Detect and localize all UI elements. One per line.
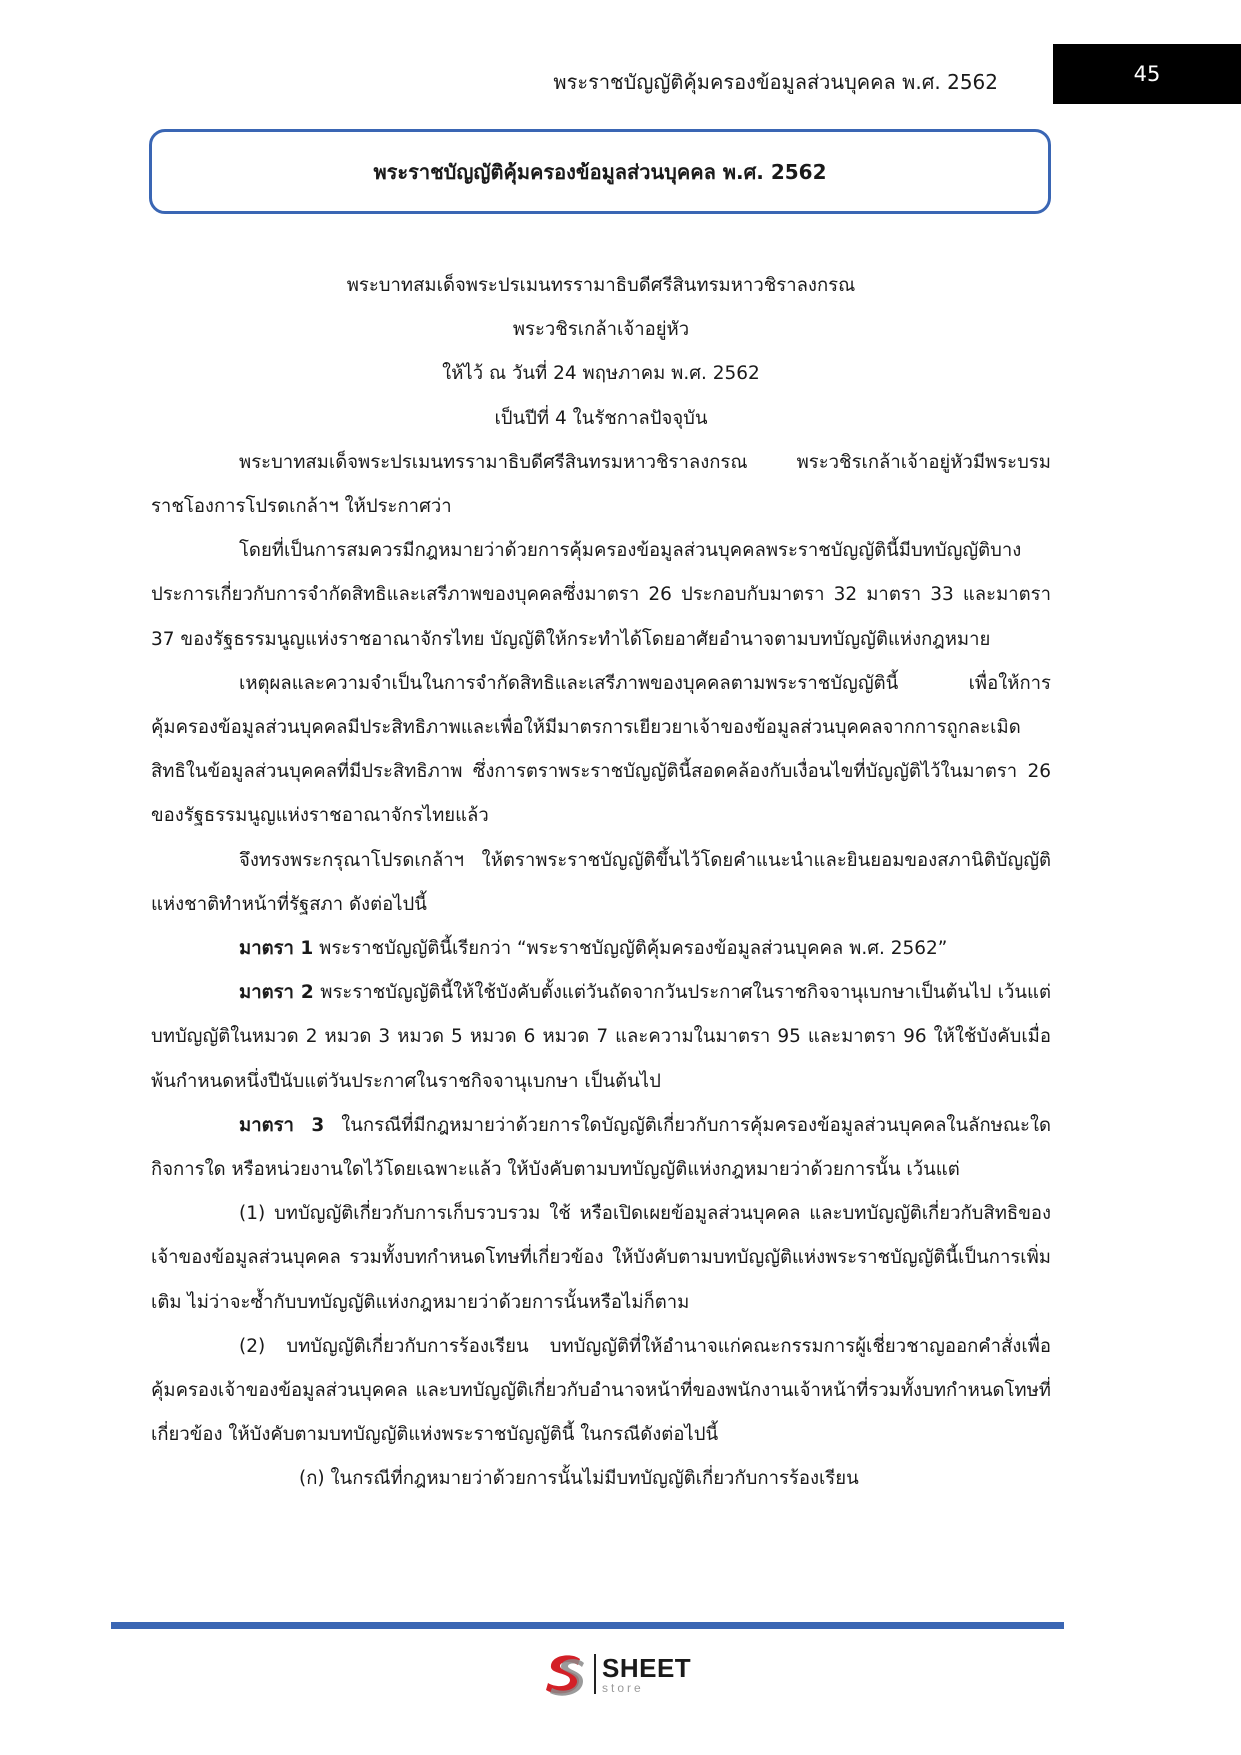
preamble-line-2: พระวชิรเกล้าเจ้าอยู่หัว: [512, 319, 690, 341]
preamble-line-1: พระบาทสมเด็จพระปรเมนทรรามาธิบดีศรีสินทรมหาวชิราลงกรณ: [346, 275, 856, 296]
paragraph-reasons: เหตุผลและความจำเป็นในการจำกัดสิทธิและเสรีภาพของบุคคลตามพระราชบัญญัตินี้ เพื่อให้การคุ้มครองข้อมูลส่วนบุคคลมีประสิทธิภาพและเพื่อให้มีมาตรการเยียวยาเจ้าของข้อมูลส่วนบุคคลจากการถูกละเมิดสิทธิในข้อมูลส่วนบุคคลที่มีประสิทธิภาพ ซึ่งการตราพระราชบัญญัตินี้สอดคล้องกับเงื่อนไขที่บัญญัติไว้ในมาตรา 26 ของรัฐธรรมนูญแห่งราชอาณาจักรไทยแล้ว: [151, 672, 1051, 827]
logo-sub-text: store: [602, 1680, 644, 1695]
sheet-store-logo-icon: [540, 1650, 588, 1698]
section-1-text: พระราชบัญญัตินี้เรียกว่า “พระราชบัญญัติคุ้มครองข้อมูลส่วนบุคคล พ.ศ. 2562”: [313, 938, 948, 960]
section-2-text: พระราชบัญญัตินี้ให้ใช้บังคับตั้งแต่วันถัดจากวันประกาศในราชกิจจานุเบกษาเป็นต้นไป เว้นแต่บทบัญญัติในหมวด 2 หมวด 3 หมวด 5 หมวด 6 หมวด 7 และความในมาตรา 95 และมาตรา 96 ให้ใช้บังคับเมื่อพ้นกำหนดหนึ่งปีนับแต่วันประกาศในราชกิจจานุเบกษา เป็นต้นไป: [151, 982, 1051, 1092]
logo-wordmark: [602, 1652, 692, 1695]
section-3-label: มาตรา 3: [239, 1114, 325, 1136]
section-1: [151, 927, 1051, 971]
footer-rule: [111, 1622, 1064, 1629]
logo-divider: [594, 1654, 596, 1694]
paragraph-rationale: โดยที่เป็นการสมควรมีกฎหมายว่าด้วยการคุ้มครองข้อมูลส่วนบุคคลพระราชบัญญัตินี้มีบทบัญญัติบางประการเกี่ยวกับการจำกัดสิทธิและเสรีภาพของบุคคลซึ่งมาตรา 26 ประกอบกับมาตรา 32 มาตรา 33 และมาตรา 37 ของรัฐธรรมนูญแห่งราชอาณาจักรไทย บัญญัติให้กระทำได้โดยอาศัยอำนาจตามบทบัญญัติแห่งกฎหมาย: [151, 540, 1051, 650]
page-number-text: 45: [1133, 62, 1161, 86]
document-title: พระราชบัญญัติคุ้มครองข้อมูลส่วนบุคคล พ.ศ. 2562: [373, 159, 827, 184]
sheet-store-logo: [540, 1648, 691, 1700]
section-1-label: มาตรา 1: [239, 938, 314, 960]
section-2: [151, 971, 1051, 1104]
section-3-item-2: (2) บทบัญญัติเกี่ยวกับการร้องเรียน บทบัญญัติที่ให้อำนาจแก่คณะกรรมการผู้เชี่ยวชาญออกคำสั่งเพื่อคุ้มครองเจ้าของข้อมูลส่วนบุคคล และบทบัญญัติเกี่ยวกับอำนาจหน้าที่ของพนักงานเจ้าหน้าที่รวมทั้งบทกำหนดโทษที่เกี่ยวข้อง ให้บังคับตามบทบัญญัติแห่งพระราชบัญญัตินี้ ในกรณีดังต่อไปนี้: [151, 1335, 1051, 1446]
section-3: [151, 1104, 1051, 1192]
page-number: [1053, 44, 1241, 104]
section-3-text: ในกรณีที่มีกฎหมายว่าด้วยการใดบัญญัติเกี่ยวกับการคุ้มครองข้อมูลส่วนบุคคลในลักษณะใด กิจการใด หรือหน่วยงานใดไว้โดยเฉพาะแล้ว ให้บังคับตามบทบัญญัติแห่งกฎหมายว่าด้วยการนั้น เว้นแต่: [151, 1114, 1051, 1181]
section-3-item-1: (1) บทบัญญัติเกี่ยวกับการเก็บรวบรวม ใช้ หรือเปิดเผยข้อมูลส่วนบุคคล และบทบัญญัติเกี่ยวกับสิทธิของเจ้าของข้อมูลส่วนบุคคล รวมทั้งบทกำหนดโทษที่เกี่ยวข้อง ให้บังคับตามบทบัญญัติแห่งพระราชบัญญัตินี้เป็นการเพิ่มเติม ไม่ว่าจะซ้ำกับบทบัญญัติแห่งกฎหมายว่าด้วยการนั้นหรือไม่ก็ตาม: [151, 1203, 1051, 1313]
preamble-line-3: ให้ไว้ ณ วันที่ 24 พฤษภาคม พ.ศ. 2562: [442, 363, 760, 385]
paragraph-enactment: จึงทรงพระกรุณาโปรดเกล้าฯ ให้ตราพระราชบัญญัติขึ้นไว้โดยคำแนะนำและยินยอมของสภานิติบัญญัติแห่งชาติทำหน้าที่รัฐสภา ดังต่อไปนี้: [151, 849, 1051, 915]
paragraph-proclamation: พระบาทสมเด็จพระปรเมนทรรามาธิบดีศรีสินทรมหาวชิราลงกรณ พระวชิรเกล้าเจ้าอยู่หัวมีพระบรมราชโองการโปรดเกล้าฯ ให้ประกาศว่า: [151, 451, 1051, 518]
running-header: พระราชบัญญัติคุ้มครองข้อมูลส่วนบุคคล พ.ศ. 2562: [553, 70, 998, 94]
title-box: [149, 129, 1051, 214]
section-2-label: มาตรา 2: [239, 982, 314, 1004]
section-3-item-2a: (ก) ในกรณีที่กฎหมายว่าด้วยการนั้นไม่มีบทบัญญัติเกี่ยวกับการร้องเรียน: [299, 1468, 859, 1490]
document-body: [151, 264, 1051, 1502]
logo-main-text: SHEET: [602, 1652, 692, 1683]
preamble-line-4: เป็นปีที่ 4 ในรัชกาลปัจจุบัน: [494, 407, 708, 429]
